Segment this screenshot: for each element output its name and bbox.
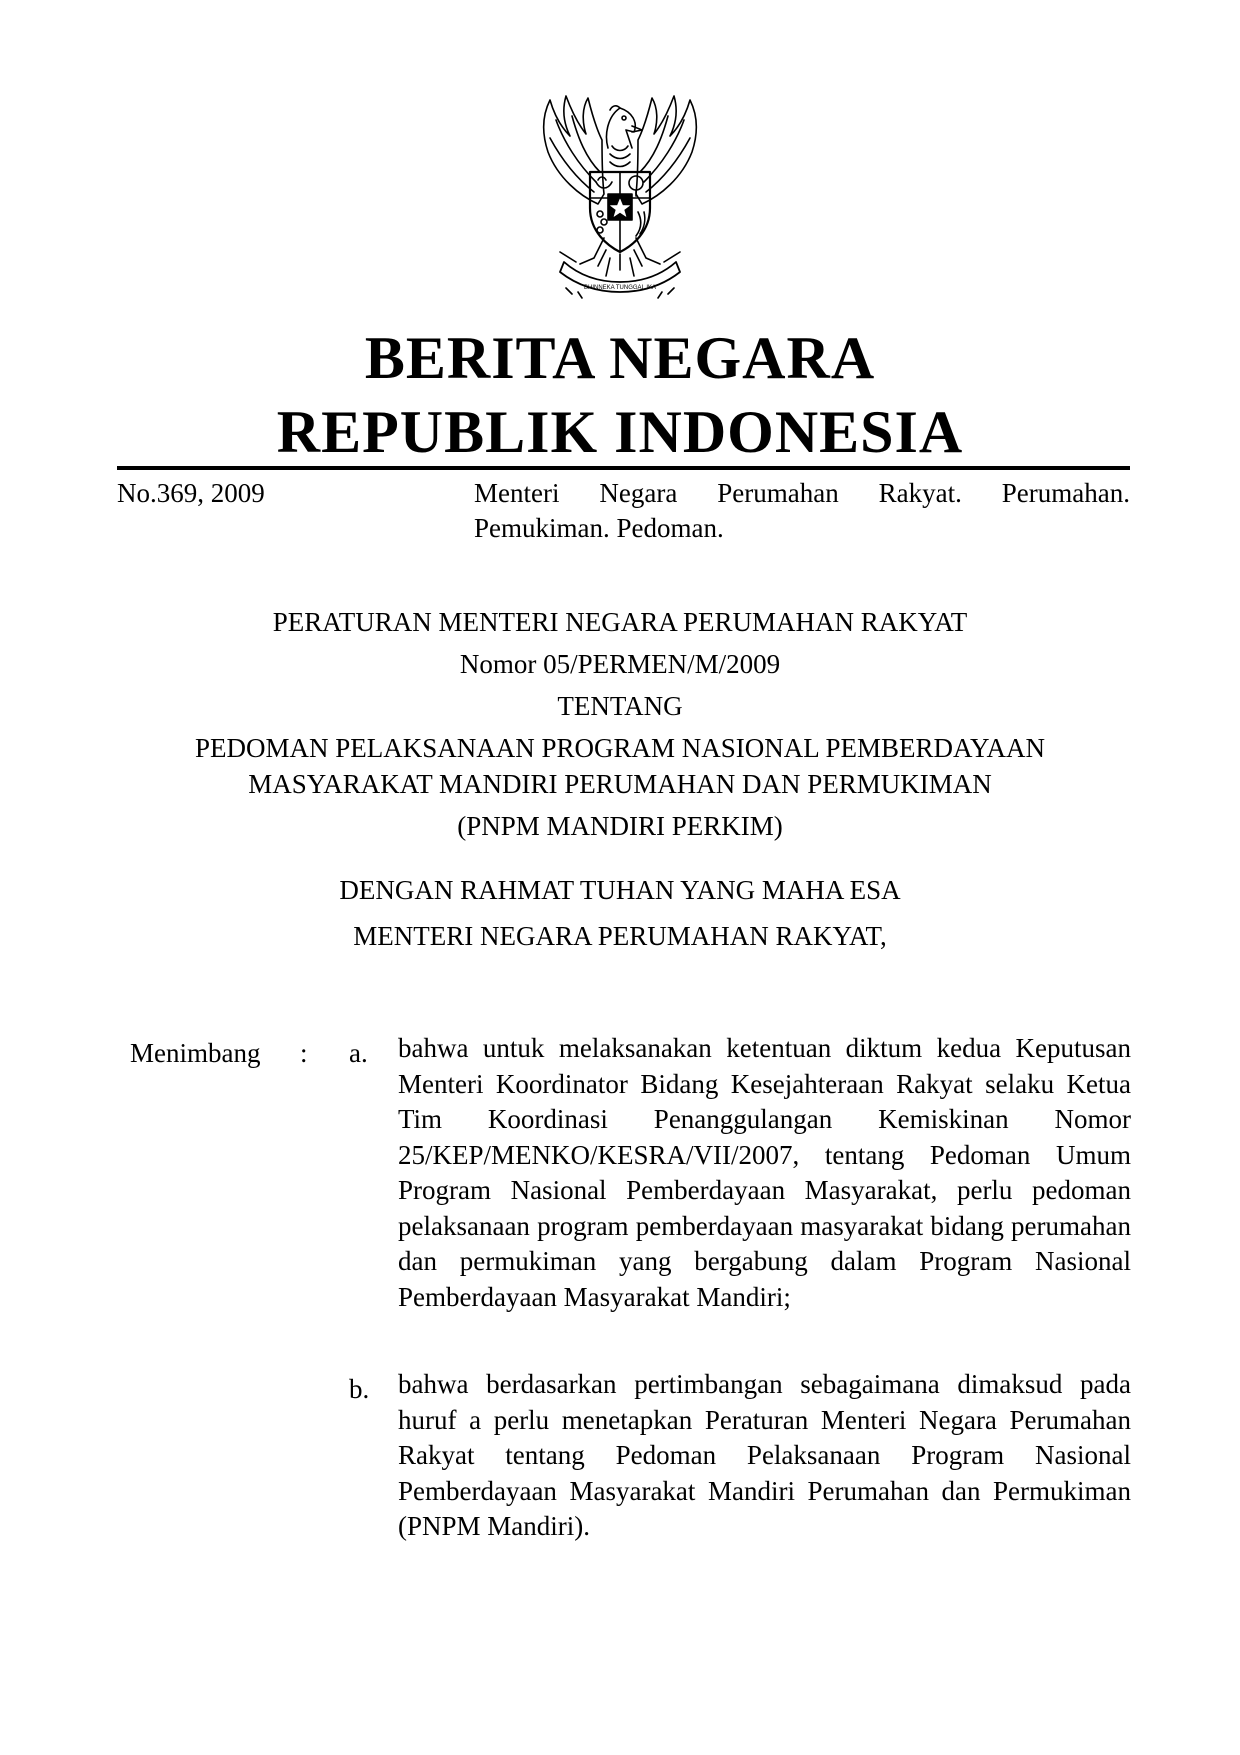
consideration-text-a: bahwa untuk melaksanakan ketentuan diktum kedua Keputusan Menteri Koordinator Bidang Kesejahteraan Rakyat selaku Ketua Tim Koordinasi Penanggulangan Kemiskinan Nomor 25/KEP/MENKO/KESRA/VII/2007, tentang Pedoman Umum Program Nasional Pemberdayaan Masyarakat, perlu pedoman pelaksanaan program pemberdayaan masyarakat bidang perumahan dan permukiman yang bergabung dalam Program Nasional Pemberdayaan Masyarakat Mandiri; — [398, 1033, 1131, 1312]
regulation-number: Nomor 05/PERMEN/M/2009 — [459, 649, 781, 679]
gazette-subject — [474, 476, 1130, 546]
gazette-subject-line-2: Pemukiman. Pedoman. — [474, 513, 724, 544]
regulation-title-line-2: MASYARAKAT MANDIRI PERUMAHAN DAN PERMUKIMAN — [248, 769, 992, 799]
regulation-about: TENTANG — [557, 691, 683, 721]
regulation-title-line-1: PEDOMAN PELAKSANAAN PROGRAM NASIONAL PEMBERDAYAAN — [194, 733, 1046, 763]
consideration-text-b: bahwa berdasarkan pertimbangan sebagaimana dimaksud pada huruf a perlu menetapkan Peraturan Menteri Negara Perumahan Rakyat tentang Pedoman Pelaksanaan Program Nasional Pemberdayaan Masyarakat Mandiri Perumahan dan Permukiman (PNPM Mandiri). — [398, 1369, 1131, 1541]
gazette-number: No.369, 2009 — [117, 478, 265, 508]
considerations-colon: : — [300, 1038, 308, 1068]
consideration-letter-b: b. — [349, 1374, 370, 1404]
consideration-letter-a: a. — [349, 1038, 368, 1068]
issuer: MENTERI NEGARA PERUMAHAN RAKYAT, — [353, 921, 887, 951]
considerations-label: Menimbang — [130, 1038, 261, 1068]
gazette-subject-line-1: Menteri Negara Perumahan Rakyat. Perumahan. — [474, 478, 1130, 508]
gazette-subtitle: REPUBLIK INDONESIA — [276, 399, 964, 465]
garuda-emblem-icon — [520, 86, 720, 300]
motto-text: BHINNEKA TUNGGAL IKA — [583, 285, 657, 291]
gazette-title: BERITA NEGARA — [364, 325, 876, 391]
preamble: DENGAN RAHMAT TUHAN YANG MAHA ESA — [339, 875, 901, 905]
regulation-type: PERATURAN MENTERI NEGARA PERUMAHAN RAKYAT — [272, 607, 968, 637]
regulation-title-line-3: (PNPM MANDIRI PERKIM) — [457, 811, 783, 841]
header-divider — [117, 466, 1130, 470]
